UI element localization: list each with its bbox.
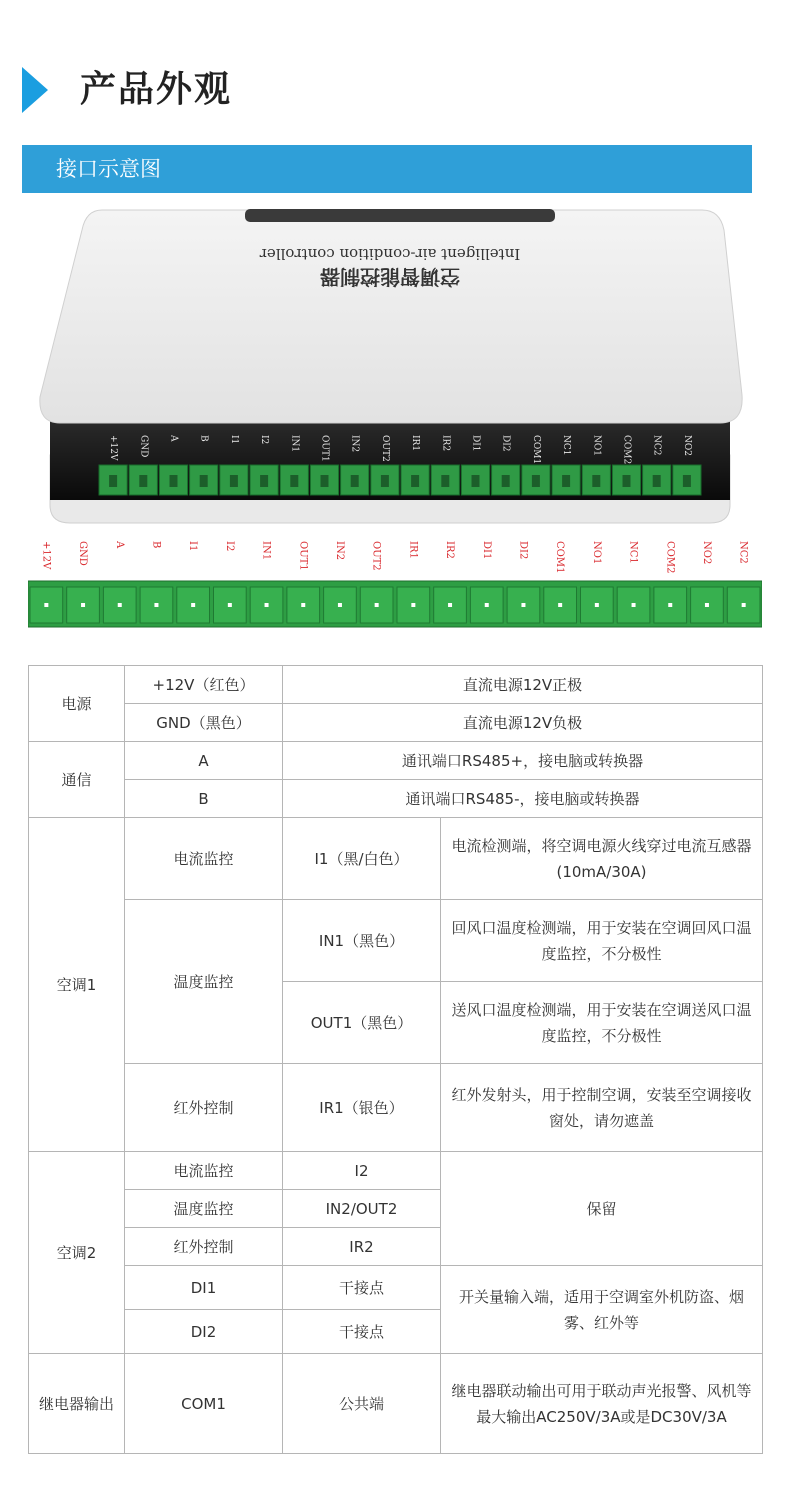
port-cell: I1（黑/白色） xyxy=(283,818,441,900)
terminal-label: A xyxy=(113,541,125,549)
terminal-screw xyxy=(81,603,85,607)
terminal-label: NO1 xyxy=(590,541,602,565)
desc-cell: 红外发射头，用于控制空调，安装至空调接收窗处，请勿遮盖 xyxy=(441,1064,763,1152)
device-port-label: +12V xyxy=(108,435,119,461)
func-cell: DI2 xyxy=(125,1310,283,1354)
terminal-label: DI1 xyxy=(480,541,492,560)
device-port-label: NO1 xyxy=(591,435,602,456)
port-cell: 公共端 xyxy=(283,1354,441,1454)
desc-cell: 送风口温度检测端，用于安装在空调送风口温度监控，不分极性 xyxy=(441,982,763,1064)
terminal-label: I1 xyxy=(187,541,199,552)
interface-spec-table xyxy=(28,665,763,1454)
port-cell: IR2 xyxy=(283,1228,441,1266)
device-terminal-screw xyxy=(683,475,691,487)
device-terminal-screw xyxy=(170,475,178,487)
device-terminal-screw xyxy=(653,475,661,487)
banner-label: 接口示意图 xyxy=(56,157,161,181)
desc-cell: 开关量输入端，适用于空调室外机防盗、烟雾、红外等 xyxy=(441,1266,763,1354)
func-cell: 温度监控 xyxy=(125,900,283,1064)
terminal-screw xyxy=(742,603,746,607)
group-cell: 继电器输出 xyxy=(29,1354,125,1454)
device-terminal-screw xyxy=(200,475,208,487)
device-terminal-screw xyxy=(260,475,268,487)
desc-cell: 直流电源12V负极 xyxy=(283,704,763,742)
port-cell: +12V（红色） xyxy=(125,666,283,704)
device-terminal-screw xyxy=(562,475,570,487)
terminal-screw xyxy=(485,603,489,607)
device-port-label: NC2 xyxy=(651,435,662,456)
terminal-label: OUT2 xyxy=(370,541,382,571)
device-port-label: NO2 xyxy=(681,435,692,456)
device-terminal-screw xyxy=(321,475,329,487)
terminal-label: +12V xyxy=(40,541,52,570)
table-row xyxy=(29,704,763,742)
table-row xyxy=(29,1266,763,1310)
terminal-label: IN1 xyxy=(260,541,272,561)
port-cell: OUT1（黑色） xyxy=(283,982,441,1064)
terminal-screw xyxy=(558,603,562,607)
desc-cell: 回风口温度检测端，用于安装在空调回风口温度监控，不分极性 xyxy=(441,900,763,982)
desc-cell: 通讯端口RS485+，接电脑或转换器 xyxy=(283,742,763,780)
terminal-screw xyxy=(375,603,379,607)
table-row xyxy=(29,1152,763,1190)
port-cell: GND（黑色） xyxy=(125,704,283,742)
terminal-label: IR1 xyxy=(407,541,419,559)
group-cell: 空调1 xyxy=(29,818,125,1152)
device-terminal-screw xyxy=(381,475,389,487)
terminal-label: NC1 xyxy=(627,541,639,564)
chevron-right-icon xyxy=(22,67,48,113)
device-terminal-screw xyxy=(290,475,298,487)
device-port-label: IR2 xyxy=(440,435,451,452)
port-cell: 干接点 xyxy=(283,1266,441,1310)
device-terminal-screw xyxy=(230,475,238,487)
terminal-screw xyxy=(154,603,158,607)
terminal-screw xyxy=(338,603,342,607)
terminal-label: COM2 xyxy=(664,541,676,574)
desc-cell: 电流检测端，将空调电源火线穿过电流互感器(10mA/30A) xyxy=(441,818,763,900)
desc-cell: 直流电源12V正极 xyxy=(283,666,763,704)
terminal-screw xyxy=(632,603,636,607)
device-label-cn: 空调智能控制器 xyxy=(320,265,460,289)
device-terminal-screw xyxy=(623,475,631,487)
terminal-strip-diagram xyxy=(28,537,762,629)
terminal-label: COM1 xyxy=(554,541,566,574)
device-port-label: OUT1 xyxy=(319,435,330,462)
device-port-label: OUT2 xyxy=(379,435,390,462)
terminal-label: NO2 xyxy=(700,541,712,565)
terminal-label: NC2 xyxy=(737,541,749,564)
port-cell: A xyxy=(125,742,283,780)
device-terminal-screw xyxy=(411,475,419,487)
table-row xyxy=(29,666,763,704)
terminal-screw xyxy=(228,603,232,607)
table-row xyxy=(29,1354,763,1454)
terminal-screw xyxy=(265,603,269,607)
terminal-label: IR2 xyxy=(444,541,456,559)
table-row xyxy=(29,1064,763,1152)
terminal-screw xyxy=(301,603,305,607)
port-cell: I2 xyxy=(283,1152,441,1190)
terminal-label: OUT1 xyxy=(297,541,309,571)
func-cell: COM1 xyxy=(125,1354,283,1454)
device-port-label: A xyxy=(168,435,179,442)
port-cell: B xyxy=(125,780,283,818)
table-row xyxy=(29,742,763,780)
device-terminal-screw xyxy=(139,475,147,487)
device-label-en: Intelligent air-condition controller xyxy=(259,245,521,263)
terminal-screw xyxy=(118,603,122,607)
group-cell: 空调2 xyxy=(29,1152,125,1354)
table-row xyxy=(29,780,763,818)
section-banner xyxy=(22,145,752,193)
device-image xyxy=(30,205,750,530)
device-port-label: COM1 xyxy=(530,435,541,465)
port-cell: IN2/OUT2 xyxy=(283,1190,441,1228)
section-header xyxy=(0,55,790,125)
terminal-screw xyxy=(595,603,599,607)
terminal-label: IN2 xyxy=(333,541,345,561)
terminal-label: B xyxy=(150,541,162,549)
group-cell: 通信 xyxy=(29,742,125,818)
device-terminal-screw xyxy=(532,475,540,487)
port-cell: IN1（黑色） xyxy=(283,900,441,982)
terminal-label: GND xyxy=(77,541,89,566)
device-terminal-screw xyxy=(472,475,480,487)
func-cell: 红外控制 xyxy=(125,1064,283,1152)
device-terminal-screw xyxy=(109,475,117,487)
table-row xyxy=(29,818,763,900)
group-cell: 电源 xyxy=(29,666,125,742)
page-title: 产品外观 xyxy=(80,69,233,110)
terminal-label: DI2 xyxy=(517,541,529,560)
device-port-label: IN2 xyxy=(349,435,360,453)
func-cell: 温度监控 xyxy=(125,1190,283,1228)
device-terminal-screw xyxy=(351,475,359,487)
func-cell: 电流监控 xyxy=(125,1152,283,1190)
device-port-label: I1 xyxy=(228,435,239,445)
device-port-label: GND xyxy=(138,435,149,458)
terminal-screw xyxy=(668,603,672,607)
func-cell: 红外控制 xyxy=(125,1228,283,1266)
terminal-screw xyxy=(521,603,525,607)
terminal-screw xyxy=(705,603,709,607)
func-cell: DI1 xyxy=(125,1266,283,1310)
device-port-label: I2 xyxy=(259,435,270,445)
device-port-label: DI2 xyxy=(500,435,511,452)
device-terminal-screw xyxy=(592,475,600,487)
device-port-label: B xyxy=(198,435,209,442)
desc-cell: 通讯端口RS485-，接电脑或转换器 xyxy=(283,780,763,818)
terminal-screw xyxy=(448,603,452,607)
device-port-label: IN1 xyxy=(289,435,300,453)
func-cell: 电流监控 xyxy=(125,818,283,900)
device-terminal-screw xyxy=(502,475,510,487)
port-cell: IR1（银色） xyxy=(283,1064,441,1152)
device-port-label: IR1 xyxy=(410,435,421,452)
terminal-screw xyxy=(44,603,48,607)
device-terminal-screw xyxy=(441,475,449,487)
terminal-screw xyxy=(411,603,415,607)
terminal-screw xyxy=(191,603,195,607)
port-cell: 干接点 xyxy=(283,1310,441,1354)
device-port-label: NC1 xyxy=(561,435,572,456)
device-port-label: COM2 xyxy=(621,435,632,465)
device-port-label: DI1 xyxy=(470,435,481,452)
desc-cell: 保留 xyxy=(441,1152,763,1266)
terminal-label: I2 xyxy=(223,541,235,552)
desc-cell: 继电器联动输出可用于联动声光报警、风机等 最大输出AC250V/3A或是DC30V/3A xyxy=(441,1354,763,1454)
table-row xyxy=(29,900,763,982)
